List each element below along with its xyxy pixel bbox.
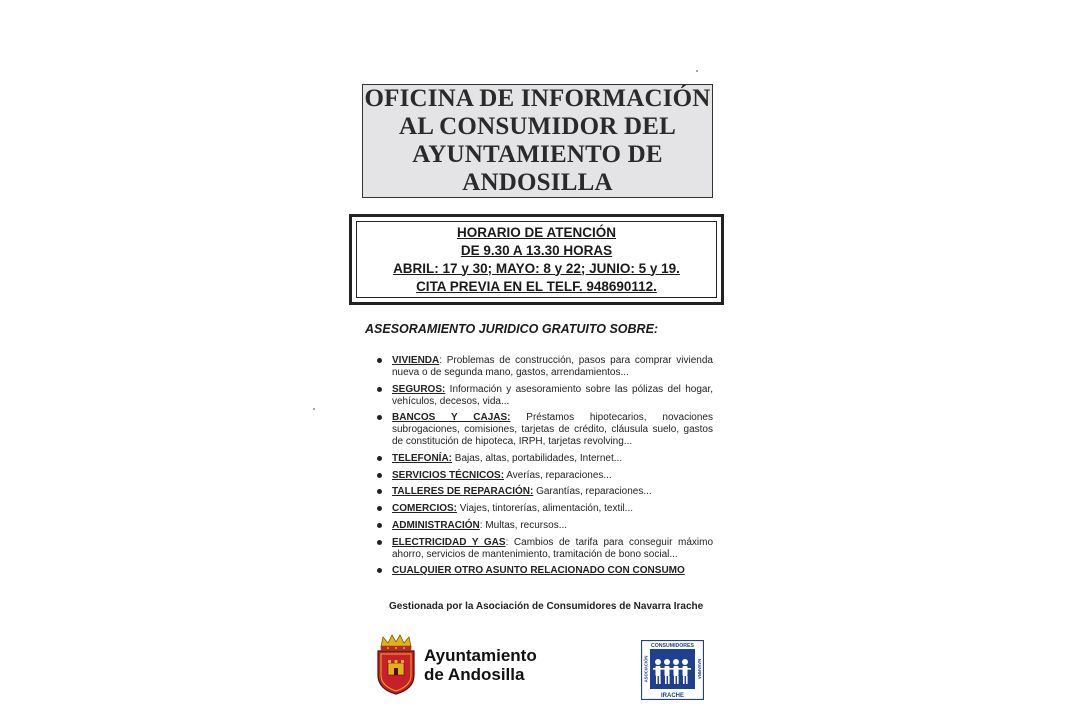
list-item (377, 486, 713, 498)
scan-speck (313, 408, 315, 410)
coat-of-arms-icon (375, 633, 417, 695)
topic-text: Viajes, tintorerías, alimentación, textil... (457, 503, 634, 515)
list-item (377, 537, 713, 561)
topic-label: TELEFONÍA: (392, 453, 452, 465)
title-box (362, 84, 713, 198)
topic-label: SERVICIOS TÉCNICOS: (392, 469, 505, 481)
scan-speck (696, 70, 698, 72)
hours-time: DE 9.30 A 13.30 HORAS (460, 242, 613, 258)
irache-logo-top-text: CONSUMIDORES (651, 643, 694, 649)
topic-label: SEGUROS: (392, 383, 446, 395)
title-line: ANDOSILLA (462, 169, 613, 196)
hours-dates: ABRIL: 17 y 30; MAYO: 8 y 22; JUNIO: 5 y 19. (393, 260, 680, 276)
bullet-icon (377, 540, 382, 545)
topic-text: Averías, reparaciones... (504, 469, 612, 481)
list-item (377, 453, 713, 465)
topic-text: Préstamos hipotecarios, novaciones subrogaciones, comisiones, tarjetas de crédito, cláusula suelo, gastos de constitución de hipoteca, IRPH, tarjetas revolving... (392, 412, 713, 448)
topic-label: BANCOS Y CAJAS: (392, 412, 511, 424)
topic-text: Información y asesoramiento sobre las pólizas del hogar, vehículos, decesos, vida... (392, 383, 713, 407)
ayuntamiento-line: Ayuntamiento (424, 646, 537, 665)
bullet-icon (377, 489, 382, 494)
list-item (377, 503, 713, 515)
topic-label: TALLERES DE REPARACIÓN: (392, 486, 534, 498)
hours-box (349, 214, 724, 305)
bullet-icon (377, 506, 382, 511)
list-item (377, 470, 713, 482)
list-item (377, 520, 713, 532)
title-line: OFICINA DE INFORMACIÓN (364, 85, 711, 112)
list-item (377, 355, 713, 379)
topic-list (377, 355, 713, 582)
bullet-icon (377, 387, 382, 392)
topic-label: COMERCIOS: (392, 503, 457, 515)
bullet-icon (377, 358, 382, 363)
hours-phone: CITA PREVIA EN EL TELF. 948690112. (416, 278, 657, 294)
bullet-icon (377, 523, 382, 528)
list-item (377, 565, 713, 577)
bullet-icon (377, 568, 382, 573)
irache-logo-icon (641, 640, 704, 700)
topic-label: CUALQUIER OTRO ASUNTO RELACIONADO CON CONSUMO (392, 565, 685, 577)
topic-text: : Cambios de tarifa para conseguir máximo ahorro, servicios de mantenimiento, tramitación de bono social... (392, 536, 713, 560)
irache-logo-bottom-text: IRACHE (660, 693, 685, 699)
bullet-icon (377, 456, 382, 461)
topic-text: Bajas, altas, portabilidades, Internet... (452, 453, 623, 465)
topic-label: VIVIENDA (392, 355, 440, 366)
topic-text: Garantías, reparaciones... (533, 486, 652, 498)
bullet-icon (377, 473, 382, 478)
irache-logo-right-text: NAVARRA (697, 658, 702, 680)
topic-text: : Multas, recursos... (479, 519, 568, 531)
ayuntamiento-name (424, 646, 537, 684)
managed-by-note: Gestionada por la Asociación de Consumidores de Navarra Irache (389, 601, 704, 612)
topic-text: : Problemas de construcción, pasos para comprar vivienda nueva o de segunda mano, gastos, arrendamientos... (392, 355, 713, 378)
list-item (377, 384, 713, 408)
topic-label: ADMINISTRACIÓN (392, 519, 480, 531)
ayuntamiento-line: de Andosilla (424, 665, 525, 684)
title-line: AYUNTAMIENTO DE (412, 141, 663, 168)
irache-logo-left-text: ASOCIACIÓN (643, 655, 649, 683)
list-item (377, 412, 713, 448)
hours-heading: HORARIO DE ATENCIÓN (456, 224, 616, 240)
bullet-icon (377, 415, 382, 420)
topic-label: ELECTRICIDAD Y GAS (392, 536, 506, 548)
hours-box-inner (356, 221, 717, 298)
title-line: AL CONSUMIDOR DEL (398, 113, 677, 140)
section-subtitle: ASESORAMIENTO JURIDICO GRATUITO SOBRE: (365, 322, 659, 336)
